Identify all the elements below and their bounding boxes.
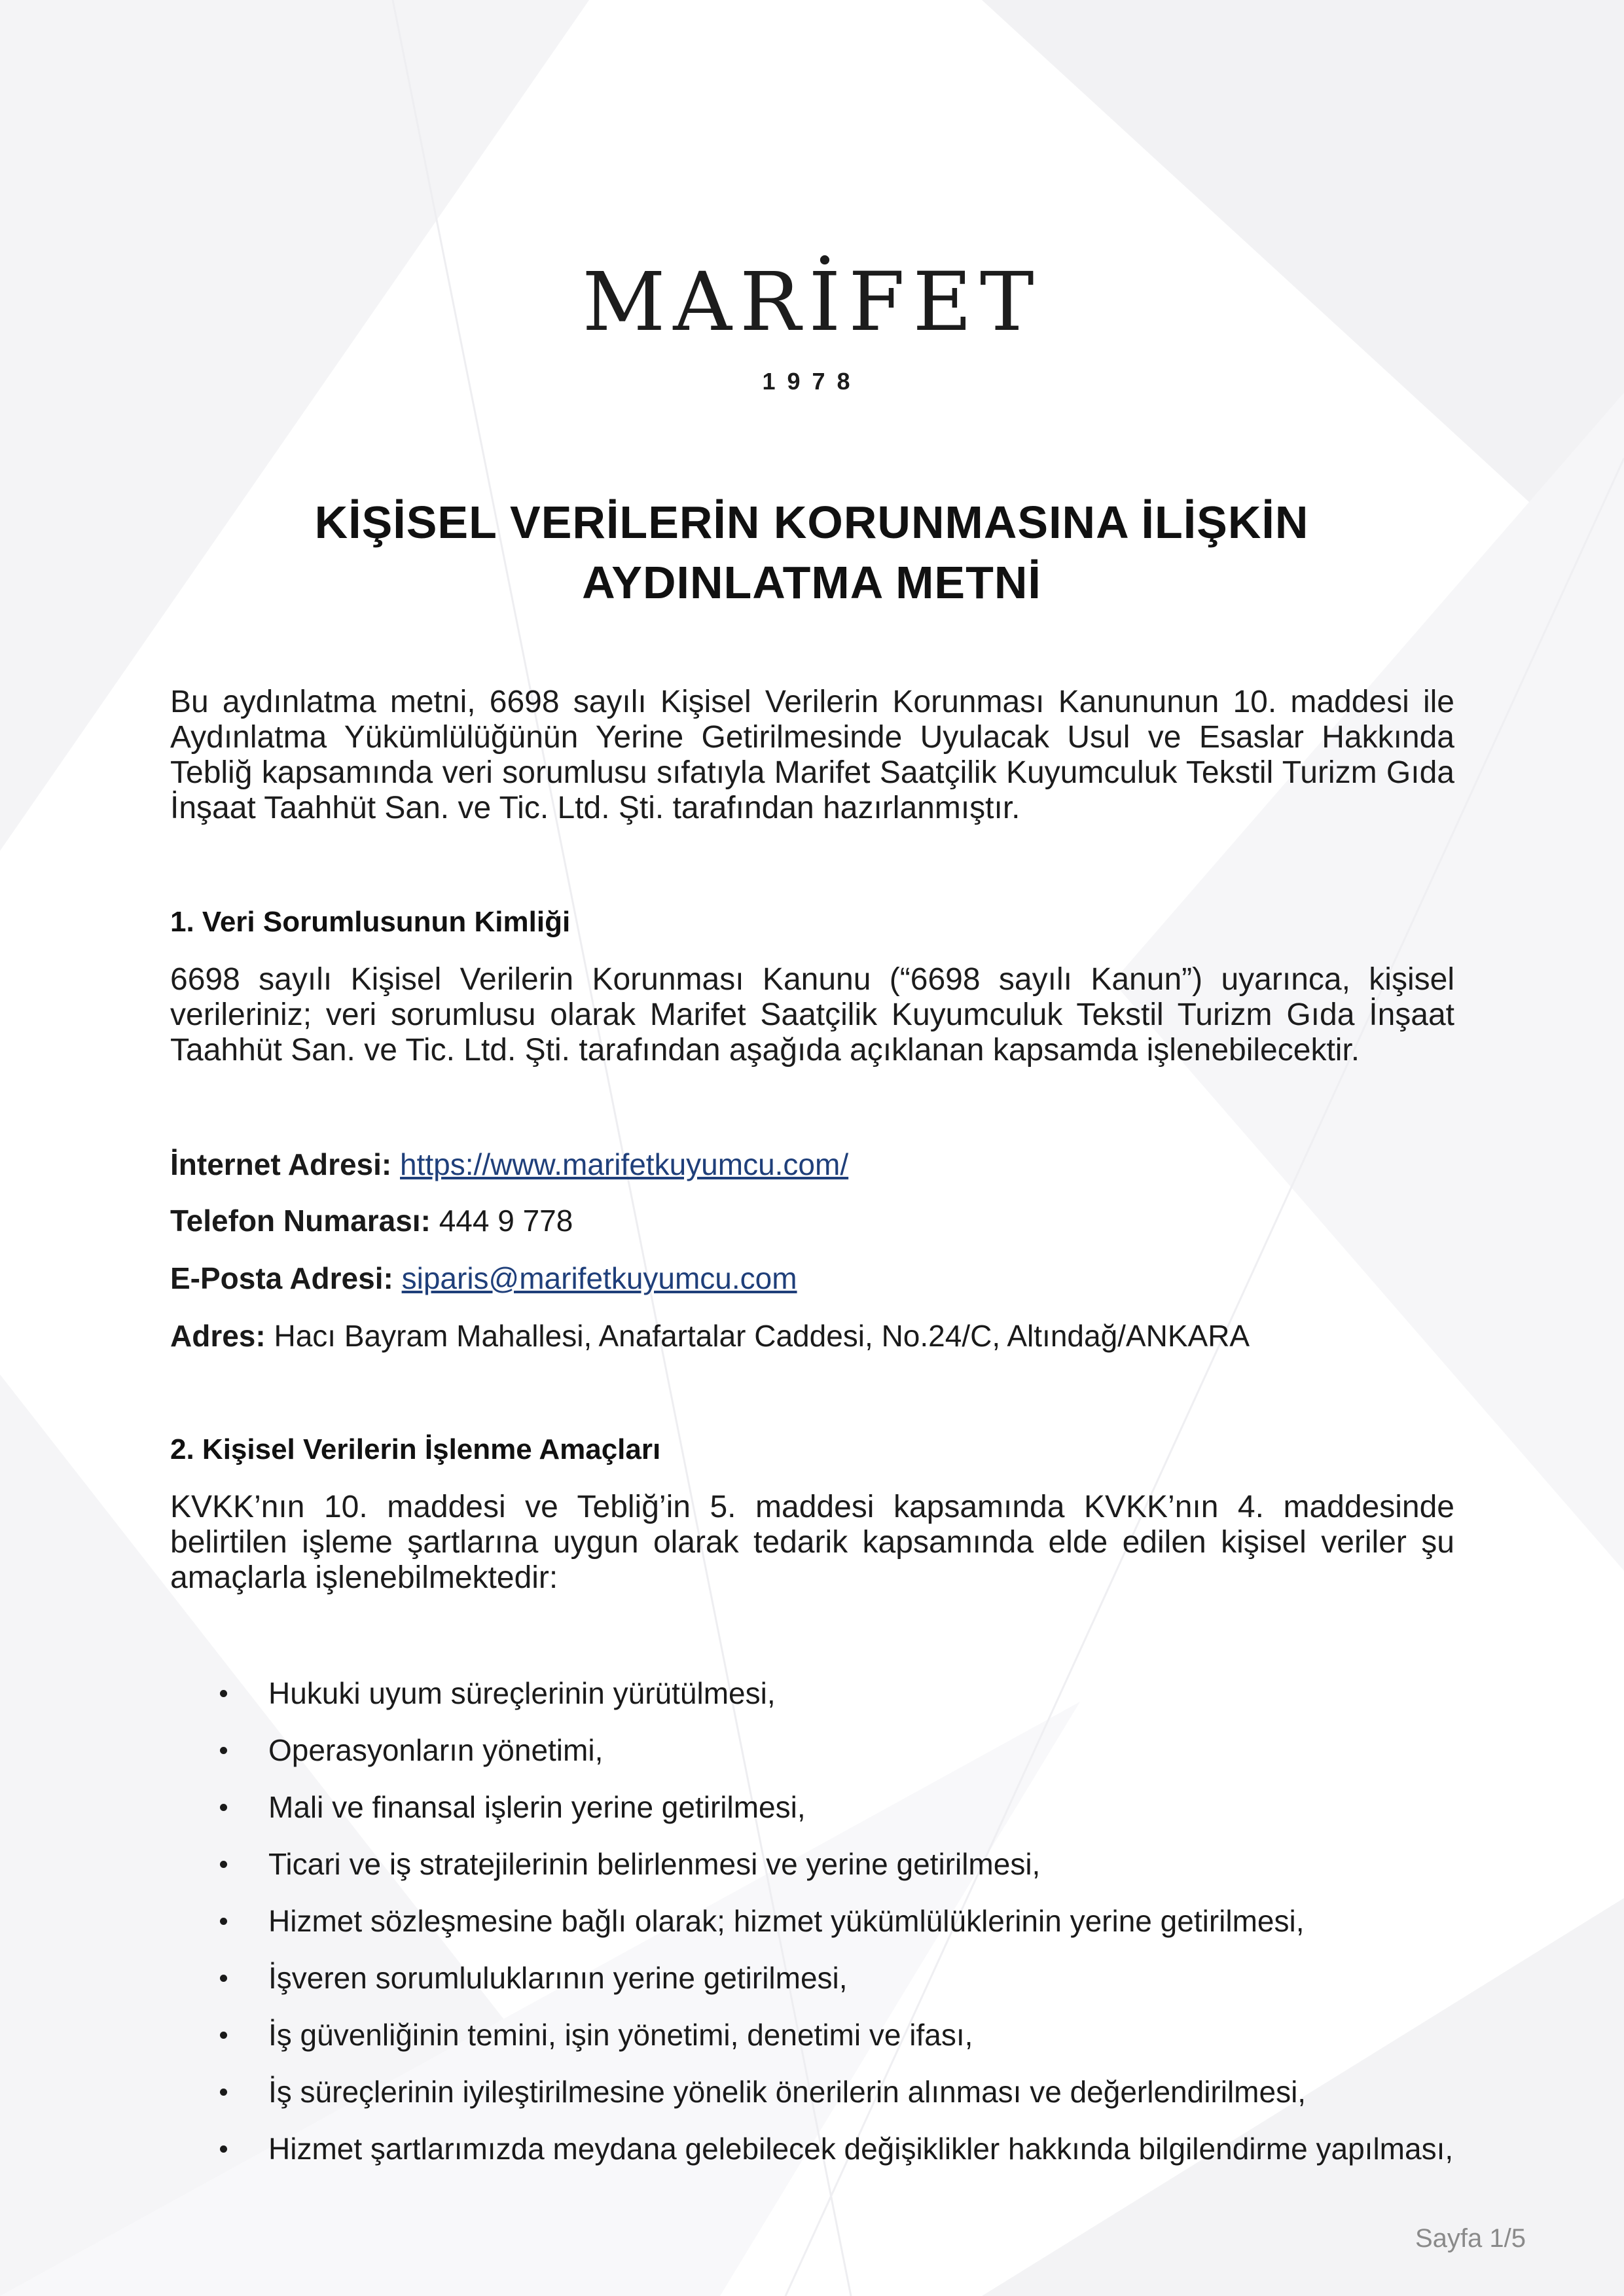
- contact-address: [170, 1318, 1454, 1354]
- list-item: [170, 2074, 1454, 2109]
- website-link[interactable]: https://www.marifetkuyumcu.com/: [400, 1147, 849, 1181]
- page-number: Sayfa 1/5: [1415, 2224, 1526, 2253]
- phone-label: Telefon Numarası:: [170, 1204, 431, 1238]
- website-label: İnternet Adresi:: [170, 1147, 392, 1181]
- list-item-text: Operasyonların yönetimi,: [268, 1733, 604, 1767]
- brand-logo: [0, 255, 1624, 395]
- list-item: [170, 2017, 1454, 2053]
- list-item: [170, 1676, 1454, 1711]
- section-2-heading: 2. Kişisel Verilerin İşlenme Amaçları: [170, 1433, 661, 1465]
- bullet-icon: [220, 1804, 227, 1811]
- contact-website: [170, 1147, 1454, 1182]
- email-label: E-Posta Adresi:: [170, 1261, 393, 1295]
- list-item-text: Mali ve finansal işlerin yerine getirilmesi,: [268, 1790, 806, 1824]
- bullet-icon: [220, 1690, 227, 1697]
- contact-email: [170, 1261, 1454, 1296]
- brand-name: MARİFET: [582, 255, 1042, 350]
- phone-value: 444 9 778: [439, 1204, 573, 1238]
- intro-section: [170, 685, 1454, 826]
- brand-year: 1978: [762, 368, 862, 395]
- list-item: [170, 1846, 1454, 1882]
- address-label: Adres:: [170, 1319, 266, 1353]
- list-item-text: İş süreçlerinin iyileştirilmesine yönelik önerilerin alınması ve değerlendirilmesi,: [268, 2075, 1307, 2109]
- contact-phone: [170, 1203, 1454, 1238]
- list-item: [170, 2131, 1454, 2166]
- bullet-icon: [220, 1861, 227, 1868]
- bullet-icon: [220, 2089, 227, 2096]
- list-item: [170, 1903, 1454, 1939]
- section-1-body: 6698 sayılı Kişisel Verilerin Korunması Kanunu (“6698 sayılı Kanun”) uyarınca, kişisel verileriniz; veri sorumlusu olarak Marifet Saatçilik Kuyumculuk Tekstil Turizm Gıda İnşaat Taahhüt San. ve Tic. Ltd. Şti. tarafından aşağıda açıklanan kapsamda işlenebilecektir.: [170, 962, 1454, 1067]
- section-1: [170, 905, 1454, 940]
- purposes-list: [170, 1676, 1454, 2166]
- bullet-icon: [220, 2032, 227, 2039]
- list-item-text: Hukuki uyum süreçlerinin yürütülmesi,: [268, 1676, 776, 1710]
- bullet-icon: [220, 1918, 227, 1925]
- list-item-text: İşveren sorumluluklarının yerine getirilmesi,: [268, 1961, 848, 1995]
- title-line-2: AYDINLATMA METNİ: [582, 557, 1041, 608]
- list-item-text: Hizmet sözleşmesine bağlı olarak; hizmet yükümlülüklerinin yerine getirilmesi,: [268, 1904, 1305, 1938]
- bullet-icon: [220, 1747, 227, 1754]
- email-link[interactable]: siparis@marifetkuyumcu.com: [401, 1261, 797, 1295]
- title-line-1: KİŞİSEL VERİLERİN KORUNMASINA İLİŞKİN: [314, 497, 1309, 548]
- section-2-body: KVKK’nın 10. maddesi ve Tebliğ’in 5. maddesi kapsamında KVKK’nın 4. maddesinde belirtilen işleme şartlarına uygun olarak tedarik kapsamında elde edilen kişisel veriler şu amaçlarla işlenebilmektedir:: [170, 1490, 1454, 1595]
- bullet-icon: [220, 2145, 227, 2153]
- list-item-text: İş güvenliğinin temini, işin yönetimi, denetimi ve ifası,: [268, 2018, 973, 2052]
- section-1-body-block: [170, 962, 1454, 1068]
- list-item-text: Hizmet şartlarımızda meydana gelebilecek değişiklikler hakkında bilgilendirme yapılması,: [268, 2132, 1454, 2166]
- purposes-list-block: [170, 1676, 1454, 2188]
- list-item: [170, 1789, 1454, 1825]
- section-1-heading: 1. Veri Sorumlusunun Kimliği: [170, 906, 571, 938]
- list-item: [170, 1960, 1454, 1996]
- intro-paragraph: Bu aydınlatma metni, 6698 sayılı Kişisel Verilerin Korunması Kanununun 10. maddesi ile Aydınlatma Yükümlülüğünün Yerine Getirilmesinde Uyulacak Usul ve Esaslar Hakkında Tebliğ kapsamında veri sorumlusu sıfatıyla Marifet Saatçilik Kuyumculuk Tekstil Turizm Gıda İnşaat Taahhüt San. ve Tic. Ltd. Şti. tarafından hazırlanmıştır.: [170, 685, 1454, 825]
- list-item-text: Ticari ve iş stratejilerinin belirlenmesi ve yerine getirilmesi,: [268, 1847, 1041, 1881]
- section-2: [170, 1432, 1454, 1467]
- section-2-body-block: [170, 1490, 1454, 1596]
- list-item: [170, 1732, 1454, 1768]
- bullet-icon: [220, 1975, 227, 1982]
- address-value: Hacı Bayram Mahallesi, Anafartalar Caddesi, No.24/C, Altındağ/ANKARA: [274, 1319, 1250, 1353]
- document-title: [170, 492, 1453, 613]
